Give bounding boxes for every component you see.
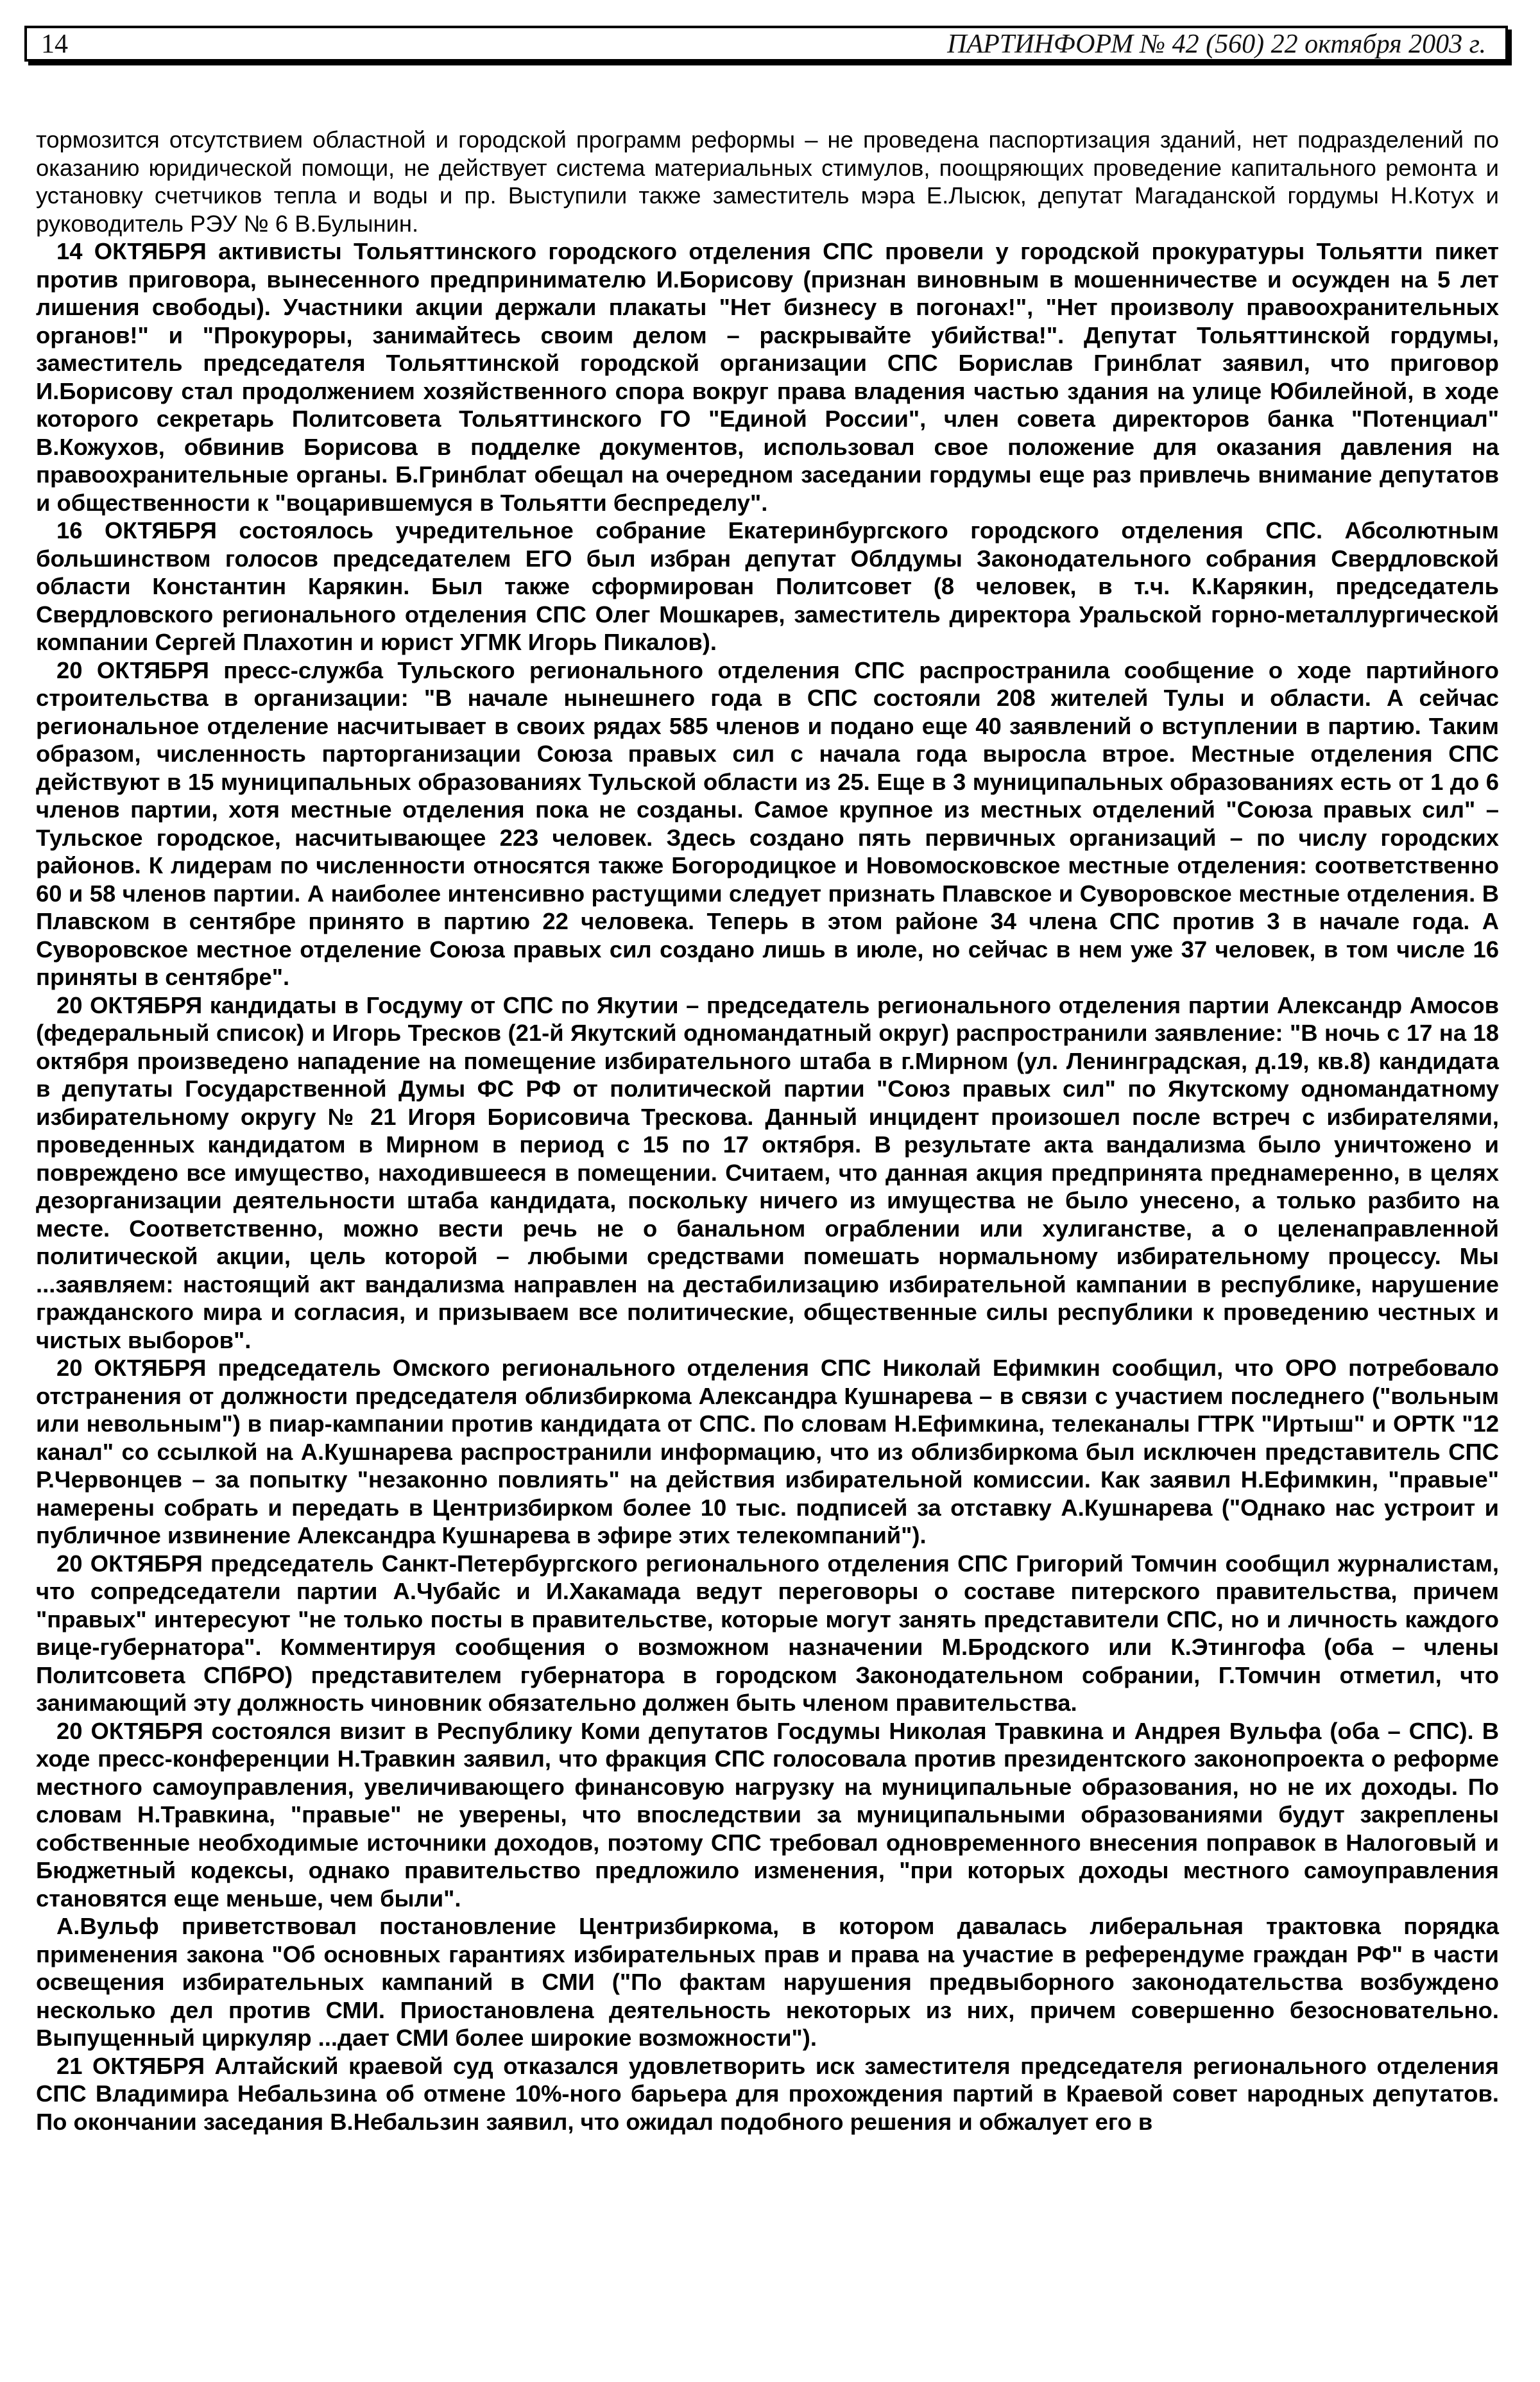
article-paragraph: 20 ОКТЯБРЯ председатель Омского регионального отделения СПС Николай Ефимкин сообщил, что ОРО потребовало отстранения от должности председателя облизбиркома Александра Кушнарева – в связи с участием последнего ("вольным или невольным") в пиар-кампании против кандидата от СПС. По словам Н.Ефимкина, телеканалы ГТРК "Иртыш" и ОРТК "12 канал" со ссылкой на А.Кушнарева распространили информацию, что из облизбиркома был исключен представитель СПС Р.Червонцев – за попытку "незаконно повлиять" на действия избирательной комиссии. Как заявил Н.Ефимкин, "правые" намерены собрать и передать в Центризбирком более 10 тыс. подписей за отставку А.Кушнарева ("Однако нас устроит и публичное извинение Александра Кушнарева в эфире этих телекомпаний").: [36, 1355, 1499, 1548]
article-paragraph: 14 ОКТЯБРЯ активисты Тольяттинского городского отделения СПС провели у городской прокуратуры Тольятти пикет против приговора, вынесенного предпринимателю И.Борисову (признан виновным в мошенничестве и осужден на 5 лет лишения свободы). Участники акции держали плакаты "Нет бизнесу в погонах!", "Нет произволу правоохранительных органов!" и "Прокуроры, занимайтесь своим делом – раскрывайте убийства!". Депутат Тольяттинской гордумы, заместитель председателя Тольяттинской городской организации СПС Борислав Гринблат заявил, что приговор И.Борисову стал продолжением хозяйственного спора вокруг права владения частью здания на улице Юбилейной, в ходе которого секретарь Политсовета Тольяттинского ГО "Единой России", член совета директоров банка "Потенциал" В.Кожухов, обвинив Борисова в подделке документов, использовал свое положение для оказания давления на правоохранительные органы. Б.Гринблат обещал на очередном заседании гордумы еще раз привлечь внимание депутатов и общественности к "воцарившемуся в Тольятти беспределу".: [36, 238, 1499, 516]
article-paragraph: 20 ОКТЯБРЯ председатель Санкт-Петербургского регионального отделения СПС Григорий Томчин сообщил журналистам, что сопредседатели партии А.Чубайс и И.Хакамада ведут переговоры о составе питерского правительства, причем "правых" интересуют "не только посты в правительстве, которые могут занять представители СПС, но и личность каждого вице-губернатора". Комментируя сообщения о возможном назначении М.Бродского или К.Этингофа (оба – члены Политсовета СПбРО) представителем губернатора в городском Законодательном собрании, Г.Томчин отметил, что занимающий эту должность чиновник обязательно должен быть членом правительства.: [36, 1550, 1499, 1716]
article-paragraph: 16 ОКТЯБРЯ состоялось учредительное собрание Екатеринбургского городского отделения СПС. Абсолютным большинством голосов председателем ЕГО был избран депутат Облдумы Законодательного собрания Свердловской области Константин Карякин. Был также сформирован Политсовет (8 человек, в т.ч. К.Карякин, председатель Свердловского регионального отделения СПС Олег Мошкарев, заместитель директора Уральской горно-металлургической компании Сергей Плахотин и юрист УГМК Игорь Пикалов).: [36, 517, 1499, 655]
article-paragraph: 20 ОКТЯБРЯ пресс-служба Тульского регионального отделения СПС распространила сообщение о ходе партийного строительства в организации: "В начале нынешнего года в СПС состояли 208 жителей Тулы и области. А сейчас региональное отделение насчитывает в своих рядах 585 членов и подано еще 40 заявлений о вступлении в партию. Таким образом, численность парторганизации Союза правых сил с начала года выросла втрое. Местные отделения СПС действуют в 15 муниципальных образованиях Тульской области из 25. Еще в 3 муниципальных образованиях есть от 1 до 6 членов партии, хотя местные отделения пока не созданы. Самое крупное из местных отделений "Союза правых сил" – Тульское городское, насчитывающее 223 человек. Здесь создано пять первичных организаций – по числу городских районов. К лидерам по численности относятся также Богородицкое и Новомосковское местные отделения: соответственно 60 и 58 членов партии. А наиболее интенсивно растущими следует признать Плавское и Суворовское местные отделения. В Плавском в сентябре принято в партию 22 человека. Теперь в этом районе 34 члена СПС против 3 в начале года. А Суворовское местное отделение Союза правых сил создано лишь в июле, но сейчас в нем уже 37 человек, в том числе 16 приняты в сентябре".: [36, 656, 1499, 990]
article-paragraph: 21 ОКТЯБРЯ Алтайский краевой суд отказался удовлетворить иск заместителя председателя регионального отделения СПС Владимира Небальзина об отмене 10%-ного барьера для прохождения партий в Краевой совет народных депутатов. По окончании заседания В.Небальзин заявил, что ожидал подобного решения и обжалует его в: [36, 2052, 1499, 2135]
article-paragraph: А.Вульф приветствовал постановление Центризбиркома, в котором давалась либеральная трактовка порядка применения закона "Об основных гарантиях избирательных прав и права на участие в референдуме граждан РФ" в части освещения избирательных кампаний в СМИ ("По фактам нарушения предвыборного законодательства возбуждено несколько дел против СМИ. Приостановлена деятельность некоторых из них, причем совершенно безосновательно. Выпущенный циркуляр ...дает СМИ более широкие возможности").: [36, 1913, 1499, 2051]
article-body: [36, 126, 1499, 2136]
article-paragraph: 20 ОКТЯБРЯ кандидаты в Госдуму от СПС по Якутии – председатель регионального отделения партии Александр Амосов (федеральный список) и Игорь Тресков (21-й Якутский одномандатный округ) распространили заявление: "В ночь с 17 на 18 октября произведено нападение на помещение избирательного штаба в г.Мирном (ул. Ленинградская, д.19, кв.8) кандидата в депутаты Государственной Думы ФС РФ от политической партии "Союз правых сил" по Якутскому одномандатному избирательному округу № 21 Игоря Борисовича Трескова. Данный инцидент произошел после встреч с избирателями, проведенных кандидатом в Мирном в период с 15 по 17 октября. В результате акта вандализма было уничтожено и повреждено все имущество, находившееся в помещении. Считаем, что данная акция предпринята преднамеренно, в целях дезорганизации деятельности штаба кандидата, поскольку ничего из имущества не было унесено, а только разбито на месте. Соответственно, можно вести речь не о банальном ограблении или хулиганстве, а о целенаправленной политической акции, цель которой – любыми средствами помешать нормальному избирательному процессу. Мы ...заявляем: настоящий акт вандализма направлен на дестабилизацию избирательной кампании в республике, нарушение гражданского мира и согласия, и призываем все политические, общественные силы республики к проведению честных и чистых выборов".: [36, 991, 1499, 1353]
article-paragraph: тормозится отсутствием областной и городской программ реформы – не проведена паспортизация зданий, нет подразделений по оказанию юридической помощи, не действует система материальных стимулов, поощряющих проведение капитального ремонта и установку счетчиков тепла и воды и пр. Выступили также заместитель мэра Е.Лысюк, депутат Магаданской гордумы Н.Котух и руководитель РЭУ № 6 В.Булынин.: [36, 126, 1499, 237]
publication-title: ПАРТИНФОРМ № 42 (560) 22 октября 2003 г.: [947, 30, 1486, 59]
page-header: [24, 26, 1508, 62]
page-number: 14: [41, 30, 68, 59]
article-paragraph: 20 ОКТЯБРЯ состоялся визит в Республику Коми депутатов Госдумы Николая Травкина и Андрея Вульфа (оба – СПС). В ходе пресс-конференции Н.Травкин заявил, что фракция СПС голосовала против президентского законопроекта о реформе местного самоуправления, увеличивающего финансовую нагрузку на муниципальные образования, но не их доходы. По словам Н.Травкина, "правые" не уверены, что впоследствии за муниципальными образованиями будут закреплены собственные необходимые источники доходов, поэтому СПС требовал одновременного внесения поправок в Налоговый и Бюджетный кодексы, однако правительство предложило изменения, "при которых доходы местного самоуправления становятся еще меньше, чем были".: [36, 1717, 1499, 1912]
